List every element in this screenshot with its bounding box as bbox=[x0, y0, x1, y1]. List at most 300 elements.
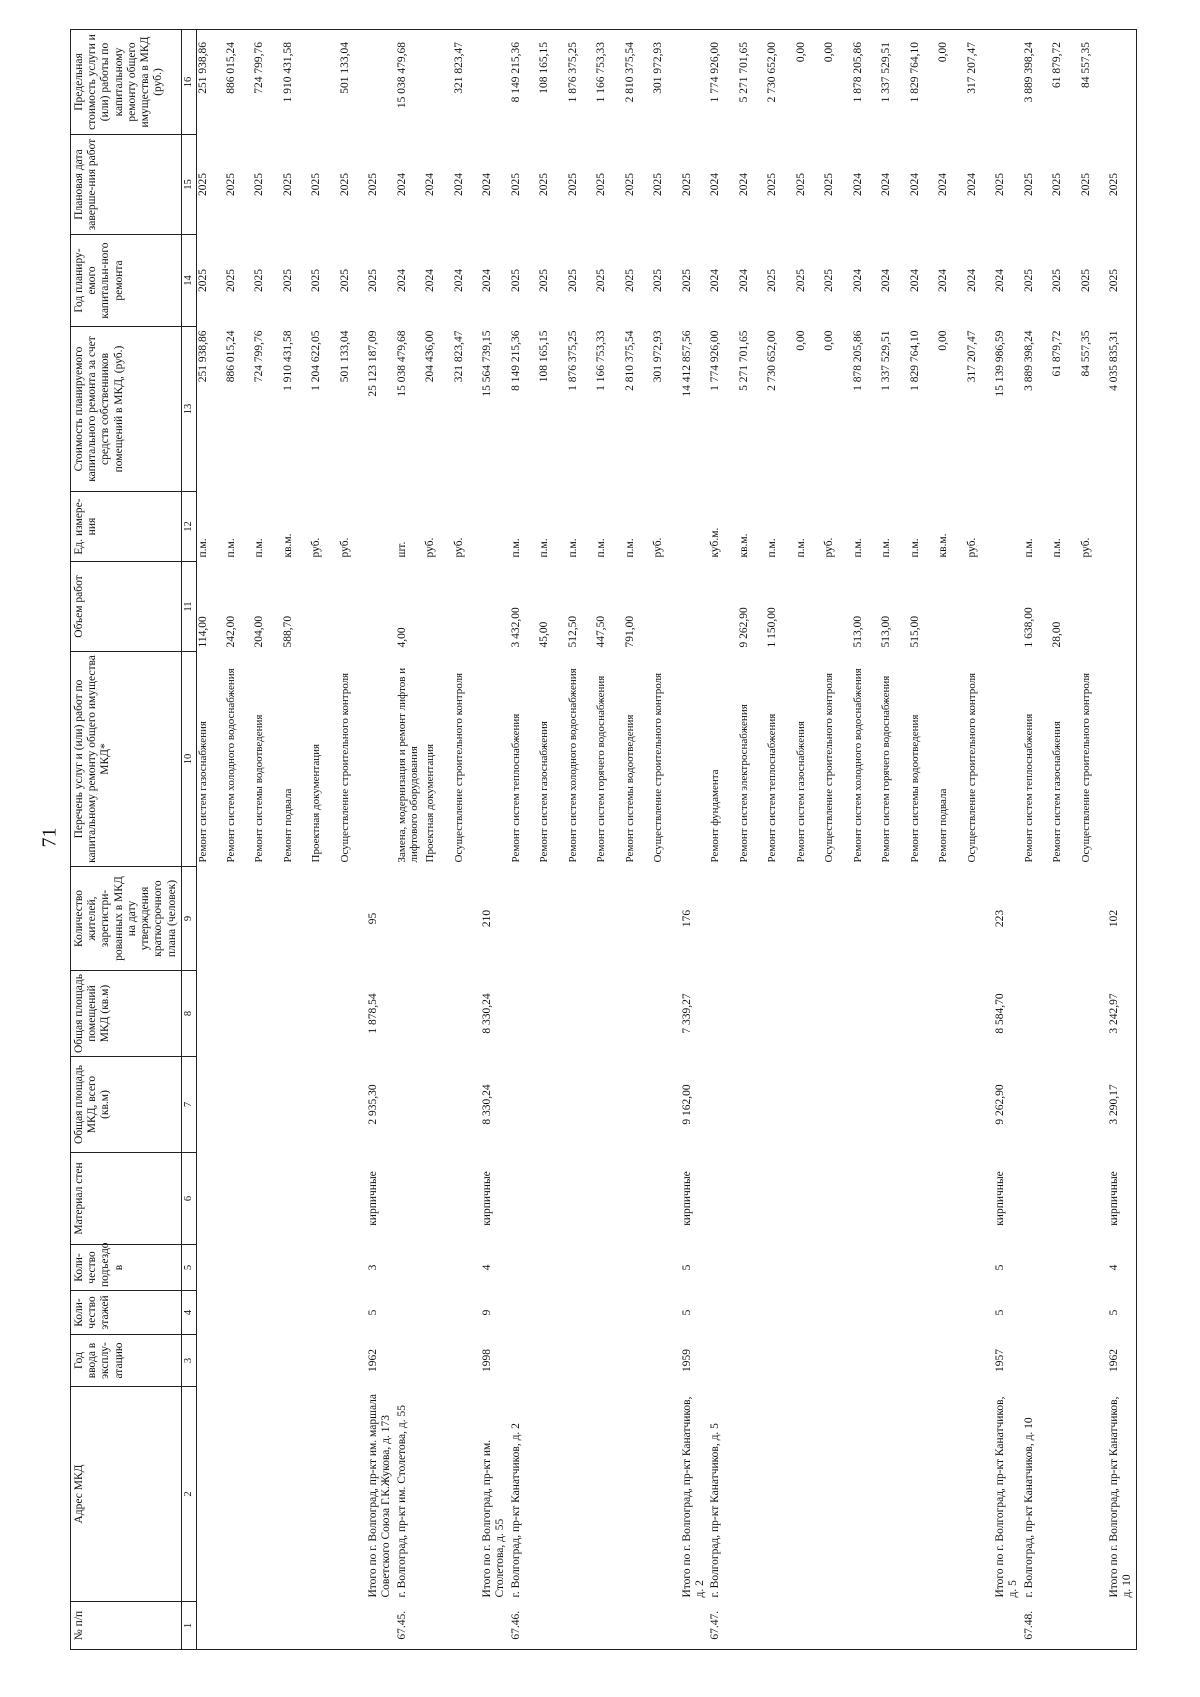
work-type-cell: Ремонт подвала bbox=[281, 788, 294, 863]
address-cell bbox=[937, 1387, 966, 1602]
row-number bbox=[624, 1602, 653, 1650]
repair-year-cell: 2024 bbox=[937, 269, 950, 292]
work-type-cell: Проектная документация bbox=[310, 743, 323, 863]
completion-date-cell: 2024 bbox=[452, 173, 465, 196]
address-cell bbox=[453, 1387, 482, 1602]
residents-cell bbox=[225, 867, 254, 971]
completion-date-cell: 2025 bbox=[367, 173, 380, 196]
limit-cost-cell bbox=[310, 30, 339, 135]
limit-cost-cell: 1 910 431,58 bbox=[282, 30, 311, 135]
volume-cell bbox=[795, 562, 824, 652]
total-area-cell bbox=[709, 1057, 738, 1153]
wall-material-cell bbox=[510, 1153, 539, 1245]
column-header: Объем работ bbox=[71, 562, 182, 652]
residents-cell bbox=[1023, 867, 1052, 971]
year-cell bbox=[738, 1335, 767, 1387]
row-number bbox=[595, 1602, 624, 1650]
address-cell bbox=[795, 1387, 824, 1602]
wall-material-cell bbox=[1051, 1153, 1080, 1245]
volume-cell: 1 150,00 bbox=[766, 607, 779, 648]
total-area-cell bbox=[225, 1057, 254, 1153]
row-number: 67.46. bbox=[510, 1602, 539, 1650]
repair-year-cell: 2024 bbox=[880, 269, 893, 292]
address-cell bbox=[1051, 1387, 1080, 1602]
floors-cell bbox=[424, 1291, 453, 1335]
cost-cell: 1 337 529,51 bbox=[880, 330, 893, 391]
total-area-cell bbox=[1080, 1057, 1109, 1153]
limit-cost-cell: 1 878 205,86 bbox=[852, 30, 881, 135]
year-cell bbox=[880, 1335, 909, 1387]
year-cell bbox=[339, 1335, 368, 1387]
volume-cell bbox=[652, 562, 681, 652]
cost-cell: 0,00 bbox=[937, 330, 950, 351]
cost-cell: 84 557,35 bbox=[1079, 330, 1092, 377]
floors-cell bbox=[966, 1291, 995, 1335]
table-row bbox=[652, 30, 681, 1650]
entrances-cell bbox=[852, 1245, 881, 1291]
unit-cell: п.м. bbox=[595, 538, 608, 558]
limit-cost-cell: 301 972,93 bbox=[652, 30, 681, 135]
wall-material-cell bbox=[339, 1153, 368, 1245]
row-number bbox=[367, 1602, 396, 1650]
premises-area-cell: 1 878,54 bbox=[367, 993, 380, 1034]
wall-material-cell bbox=[823, 1153, 852, 1245]
table-row bbox=[396, 30, 425, 1650]
column-number-row bbox=[181, 30, 196, 1650]
page-number: 71 bbox=[38, 827, 61, 848]
completion-date-cell: 2024 bbox=[937, 173, 950, 196]
unit-cell bbox=[1108, 492, 1137, 562]
cost-cell: 1 878 205,86 bbox=[851, 330, 864, 391]
work-type-cell: Проектная документация bbox=[424, 743, 437, 863]
cost-cell: 321 823,47 bbox=[452, 330, 465, 383]
table-body bbox=[196, 30, 1137, 1650]
floors-cell bbox=[738, 1291, 767, 1335]
unit-cell: куб.м. bbox=[709, 527, 722, 558]
floors-cell bbox=[339, 1291, 368, 1335]
year-cell bbox=[453, 1335, 482, 1387]
cost-cell: 1 876 375,25 bbox=[566, 330, 579, 391]
work-type-cell: Ремонт систем теплоснабжения bbox=[1022, 713, 1035, 863]
work-type-cell: Ремонт систем электроснабжения bbox=[737, 704, 750, 863]
address-cell bbox=[1080, 1387, 1109, 1602]
floors-cell bbox=[1080, 1291, 1109, 1335]
completion-date-cell: 2024 bbox=[880, 173, 893, 196]
volume-cell: 515,00 bbox=[908, 615, 921, 648]
year-cell bbox=[424, 1335, 453, 1387]
table-row bbox=[567, 30, 596, 1650]
limit-cost-cell: 1 337 529,51 bbox=[880, 30, 909, 135]
repair-year-cell: 2024 bbox=[452, 269, 465, 292]
total-area-cell bbox=[966, 1057, 995, 1153]
work-type-cell: Ремонт систем холодного водоснабжения bbox=[851, 668, 864, 863]
limit-cost-cell: 2 730 652,00 bbox=[766, 30, 795, 135]
floors-cell bbox=[595, 1291, 624, 1335]
work-type-cell: Ремонт систем теплоснабжения bbox=[509, 713, 522, 863]
cost-cell: 14 412 857,56 bbox=[680, 330, 693, 397]
address-cell bbox=[196, 1387, 225, 1602]
year-cell bbox=[567, 1335, 596, 1387]
repair-year-cell: 2025 bbox=[538, 269, 551, 292]
table-row bbox=[994, 30, 1023, 1650]
work-type-cell: Ремонт систем горячего водоснабжения bbox=[880, 675, 893, 863]
premises-area-cell bbox=[310, 971, 339, 1057]
completion-date-cell: 2024 bbox=[395, 173, 408, 196]
premises-area-cell bbox=[1023, 971, 1052, 1057]
row-number bbox=[481, 1602, 510, 1650]
residents-cell: 210 bbox=[481, 909, 494, 928]
limit-cost-cell: 1 829 764,10 bbox=[909, 30, 938, 135]
year-cell bbox=[1023, 1335, 1052, 1387]
entrances-cell bbox=[538, 1245, 567, 1291]
year-cell bbox=[282, 1335, 311, 1387]
row-number bbox=[1051, 1602, 1080, 1650]
table-row bbox=[880, 30, 909, 1650]
floors-cell bbox=[766, 1291, 795, 1335]
work-type-cell: Ремонт системы водоотведения bbox=[253, 714, 266, 863]
column-header: Перечень услуг и (или) работ по капитальному ремонту общего имущества МКД* bbox=[71, 652, 182, 867]
address-cell: Итого по г. Волгоград, пр-кт им. маршала Советского Союза Г.К.Жукова, д. 173 bbox=[367, 1393, 393, 1598]
total-area-cell bbox=[339, 1057, 368, 1153]
floors-cell bbox=[1051, 1291, 1080, 1335]
limit-cost-cell: 3 889 398,24 bbox=[1023, 30, 1052, 135]
table-row bbox=[709, 30, 738, 1650]
work-type-cell: Осуществление строительного контроля bbox=[823, 672, 836, 863]
residents-cell bbox=[1080, 867, 1109, 971]
premises-area-cell: 8 584,70 bbox=[994, 993, 1007, 1034]
unit-cell: руб. bbox=[965, 537, 978, 558]
column-number: 12 bbox=[181, 492, 196, 562]
limit-cost-cell bbox=[1108, 30, 1137, 135]
table-row bbox=[624, 30, 653, 1650]
cost-cell: 0,00 bbox=[794, 330, 807, 351]
volume-cell: 1 638,00 bbox=[1022, 607, 1035, 648]
limit-cost-cell: 1 774 926,00 bbox=[709, 30, 738, 135]
premises-area-cell bbox=[595, 971, 624, 1057]
completion-date-cell: 2025 bbox=[1108, 135, 1137, 235]
floors-cell bbox=[1023, 1291, 1052, 1335]
limit-cost-cell: 1 876 375,25 bbox=[567, 30, 596, 135]
wall-material-cell: кирпичные bbox=[367, 1171, 380, 1226]
row-number: 67.45. bbox=[396, 1602, 425, 1650]
volume-cell bbox=[994, 562, 1023, 652]
volume-cell: 4,00 bbox=[395, 627, 408, 648]
volume-cell: 447,50 bbox=[595, 615, 608, 648]
floors-cell bbox=[624, 1291, 653, 1335]
volume-cell: 242,00 bbox=[224, 615, 237, 648]
wall-material-cell bbox=[624, 1153, 653, 1245]
header-row bbox=[71, 30, 182, 1650]
limit-cost-cell: 0,00 bbox=[795, 30, 824, 135]
work-type-cell bbox=[994, 652, 1023, 867]
volume-cell bbox=[966, 562, 995, 652]
entrances-cell bbox=[253, 1245, 282, 1291]
volume-cell bbox=[709, 562, 738, 652]
work-type-cell: Ремонт систем холодного водоснабжения bbox=[224, 668, 237, 863]
completion-date-cell: 2025 bbox=[680, 173, 693, 196]
row-number bbox=[795, 1602, 824, 1650]
repair-year-cell: 2025 bbox=[823, 269, 836, 292]
row-number bbox=[937, 1602, 966, 1650]
residents-cell bbox=[396, 867, 425, 971]
completion-date-cell: 2025 bbox=[1022, 173, 1035, 196]
volume-cell bbox=[681, 562, 710, 652]
entrances-cell bbox=[282, 1245, 311, 1291]
address-cell bbox=[966, 1387, 995, 1602]
repair-year-cell: 2025 bbox=[566, 269, 579, 292]
total-area-cell bbox=[567, 1057, 596, 1153]
residents-cell: 95 bbox=[367, 912, 380, 925]
premises-area-cell bbox=[225, 971, 254, 1057]
completion-date-cell: 2025 bbox=[509, 173, 522, 196]
residents-cell bbox=[823, 867, 852, 971]
repair-year-cell: 2025 bbox=[367, 269, 380, 292]
wall-material-cell bbox=[424, 1153, 453, 1245]
total-area-cell bbox=[652, 1057, 681, 1153]
unit-cell: руб. bbox=[1079, 537, 1092, 558]
repair-year-cell: 2024 bbox=[965, 269, 978, 292]
work-type-cell: Ремонт подвала bbox=[937, 788, 950, 863]
year-cell bbox=[510, 1335, 539, 1387]
total-area-cell bbox=[196, 1057, 225, 1153]
unit-cell: руб. bbox=[452, 537, 465, 558]
repair-year-cell: 2025 bbox=[196, 269, 209, 292]
entrances-cell bbox=[1051, 1245, 1080, 1291]
repair-year-cell: 2024 bbox=[481, 269, 494, 292]
unit-cell bbox=[681, 492, 710, 562]
table-row bbox=[738, 30, 767, 1650]
repair-year-cell: 2025 bbox=[1051, 269, 1064, 292]
residents-cell bbox=[510, 867, 539, 971]
year-cell bbox=[652, 1335, 681, 1387]
volume-cell bbox=[339, 562, 368, 652]
column-header: № п/п bbox=[71, 1602, 182, 1650]
row-number bbox=[766, 1602, 795, 1650]
cost-cell: 5 271 701,65 bbox=[737, 330, 750, 391]
wall-material-cell bbox=[937, 1153, 966, 1245]
floors-cell bbox=[709, 1291, 738, 1335]
total-area-cell: 9 262,90 bbox=[994, 1084, 1007, 1125]
premises-area-cell bbox=[823, 971, 852, 1057]
table-row bbox=[909, 30, 938, 1650]
table-row bbox=[225, 30, 254, 1650]
floors-cell bbox=[196, 1291, 225, 1335]
wall-material-cell bbox=[282, 1153, 311, 1245]
address-cell bbox=[624, 1387, 653, 1602]
entrances-cell bbox=[624, 1245, 653, 1291]
premises-area-cell bbox=[709, 971, 738, 1057]
year-cell bbox=[1051, 1335, 1080, 1387]
work-type-cell: Осуществление строительного контроля bbox=[338, 672, 351, 863]
work-type-cell: Ремонт системы водоотведения bbox=[623, 714, 636, 863]
work-type-cell: Ремонт систем холодного водоснабжения bbox=[566, 668, 579, 863]
unit-cell: п.м. bbox=[566, 538, 579, 558]
table-row bbox=[538, 30, 567, 1650]
column-header: Ед. измере-ния bbox=[71, 492, 182, 562]
total-area-cell bbox=[1051, 1057, 1080, 1153]
volume-cell: 512,50 bbox=[566, 615, 579, 648]
cost-cell: 8 149 215,36 bbox=[509, 330, 522, 391]
total-area-cell bbox=[852, 1057, 881, 1153]
residents-cell bbox=[795, 867, 824, 971]
cost-cell: 4 035 835,31 bbox=[1108, 327, 1137, 492]
work-type-cell: Ремонт системы водоотведения bbox=[908, 714, 921, 863]
premises-area-cell: 3 242,97 bbox=[1108, 971, 1137, 1057]
repair-year-cell: 2025 bbox=[794, 269, 807, 292]
residents-cell bbox=[1051, 867, 1080, 971]
entrances-cell: 5 bbox=[680, 1264, 693, 1271]
row-number bbox=[966, 1602, 995, 1650]
entrances-cell bbox=[339, 1245, 368, 1291]
volume-cell: 3 432,00 bbox=[509, 607, 522, 648]
volume-cell: 513,00 bbox=[851, 615, 864, 648]
repair-year-cell: 2025 bbox=[1108, 235, 1137, 327]
year-cell bbox=[624, 1335, 653, 1387]
unit-cell: п.м. bbox=[253, 538, 266, 558]
work-type-cell: Замена, модернизация и ремонт лифтов и лифтового оборудования bbox=[395, 667, 421, 863]
address-cell bbox=[282, 1387, 311, 1602]
limit-cost-cell: 317 207,47 bbox=[966, 30, 995, 135]
completion-date-cell: 2024 bbox=[737, 173, 750, 196]
address-cell: Итого по г. Волгоград, пр-кт им. Столетова, д. 55 bbox=[481, 1439, 507, 1598]
wall-material-cell bbox=[966, 1153, 995, 1245]
work-type-cell: Ремонт систем газоснабжения bbox=[1051, 721, 1064, 863]
completion-date-cell: 2025 bbox=[623, 173, 636, 196]
repair-year-cell: 2025 bbox=[509, 269, 522, 292]
floors-cell bbox=[795, 1291, 824, 1335]
entrances-cell bbox=[1080, 1245, 1109, 1291]
repair-year-cell: 2024 bbox=[737, 269, 750, 292]
floors-cell bbox=[909, 1291, 938, 1335]
cost-cell: 886 015,24 bbox=[224, 330, 237, 383]
total-area-cell bbox=[253, 1057, 282, 1153]
limit-cost-cell: 61 879,72 bbox=[1051, 30, 1080, 135]
repair-year-cell: 2025 bbox=[623, 269, 636, 292]
limit-cost-cell: 0,00 bbox=[823, 30, 852, 135]
limit-cost-cell: 0,00 bbox=[937, 30, 966, 135]
premises-area-cell bbox=[852, 971, 881, 1057]
row-number bbox=[196, 1602, 225, 1650]
column-header: Год ввода в эксплу-атацию bbox=[71, 1335, 182, 1387]
volume-cell bbox=[453, 562, 482, 652]
total-area-cell bbox=[1023, 1057, 1052, 1153]
limit-cost-cell: 1 166 753,33 bbox=[595, 30, 624, 135]
repair-year-cell: 2025 bbox=[338, 269, 351, 292]
limit-cost-cell: 5 271 701,65 bbox=[738, 30, 767, 135]
entrances-cell bbox=[709, 1245, 738, 1291]
column-header: Общая площадь помещений МКД (кв.м) bbox=[71, 971, 182, 1057]
floors-cell bbox=[310, 1291, 339, 1335]
unit-cell: п.м. bbox=[224, 538, 237, 558]
row-number bbox=[538, 1602, 567, 1650]
year-cell bbox=[852, 1335, 881, 1387]
table-row bbox=[367, 30, 396, 1650]
wall-material-cell bbox=[1023, 1153, 1052, 1245]
repair-year-cell: 2025 bbox=[1022, 269, 1035, 292]
year-cell bbox=[396, 1335, 425, 1387]
volume-cell: 791,00 bbox=[623, 615, 636, 648]
work-type-cell bbox=[481, 652, 510, 867]
row-number bbox=[453, 1602, 482, 1650]
wall-material-cell bbox=[196, 1153, 225, 1245]
volume-cell bbox=[481, 562, 510, 652]
wall-material-cell bbox=[1080, 1153, 1109, 1245]
column-number: 11 bbox=[181, 562, 196, 652]
total-area-cell bbox=[624, 1057, 653, 1153]
entrances-cell: 3 bbox=[367, 1264, 380, 1271]
premises-area-cell bbox=[766, 971, 795, 1057]
address-cell: г. Волгоград, пр-кт Канатчиков, д. 2 bbox=[509, 1423, 522, 1598]
premises-area-cell bbox=[1080, 971, 1109, 1057]
unit-cell: кв.м. bbox=[737, 533, 750, 558]
table-row bbox=[1051, 30, 1080, 1650]
work-type-cell: Осуществление строительного контроля bbox=[652, 672, 665, 863]
floors-cell bbox=[225, 1291, 254, 1335]
column-header: Материал стен bbox=[71, 1153, 182, 1245]
unit-cell: п.м. bbox=[1022, 538, 1035, 558]
address-cell: г. Волгоград, пр-кт Канатчиков, д. 5 bbox=[709, 1423, 722, 1598]
cost-cell: 2 730 652,00 bbox=[766, 330, 779, 391]
address-cell bbox=[424, 1387, 453, 1602]
address-cell bbox=[253, 1387, 282, 1602]
table-row bbox=[595, 30, 624, 1650]
year-cell bbox=[909, 1335, 938, 1387]
table-row bbox=[282, 30, 311, 1650]
entrances-cell bbox=[766, 1245, 795, 1291]
limit-cost-cell bbox=[994, 30, 1023, 135]
volume-cell: 204,00 bbox=[253, 615, 266, 648]
premises-area-cell bbox=[937, 971, 966, 1057]
year-cell bbox=[823, 1335, 852, 1387]
limit-cost-cell: 84 557,35 bbox=[1080, 30, 1109, 135]
table-header bbox=[71, 30, 197, 1650]
year-cell bbox=[310, 1335, 339, 1387]
unit-cell: руб. bbox=[652, 537, 665, 558]
total-area-cell bbox=[424, 1057, 453, 1153]
volume-cell bbox=[424, 562, 453, 652]
table-row bbox=[1023, 30, 1052, 1650]
table-row bbox=[795, 30, 824, 1650]
row-number bbox=[909, 1602, 938, 1650]
cost-cell: 724 799,76 bbox=[253, 330, 266, 383]
limit-cost-cell: 15 038 479,68 bbox=[396, 30, 425, 135]
column-number: 16 bbox=[181, 30, 196, 135]
address-cell bbox=[909, 1387, 938, 1602]
column-header: Коли-чество этажей bbox=[71, 1291, 182, 1335]
floors-cell: 5 bbox=[367, 1309, 380, 1316]
limit-cost-cell: 8 149 215,36 bbox=[510, 30, 539, 135]
total-area-cell bbox=[538, 1057, 567, 1153]
floors-cell: 5 bbox=[1108, 1291, 1137, 1335]
premises-area-cell bbox=[196, 971, 225, 1057]
work-type-cell: Осуществление строительного контроля bbox=[1079, 672, 1092, 863]
row-number bbox=[994, 1602, 1023, 1650]
row-number bbox=[253, 1602, 282, 1650]
year-cell bbox=[225, 1335, 254, 1387]
table-row bbox=[852, 30, 881, 1650]
total-area-cell bbox=[396, 1057, 425, 1153]
wall-material-cell bbox=[852, 1153, 881, 1245]
table-row bbox=[823, 30, 852, 1650]
floors-cell bbox=[852, 1291, 881, 1335]
total-area-cell: 2 935,30 bbox=[367, 1084, 380, 1125]
completion-date-cell: 2025 bbox=[566, 173, 579, 196]
repair-year-cell: 2024 bbox=[851, 269, 864, 292]
limit-cost-cell bbox=[481, 30, 510, 135]
column-number: 5 bbox=[181, 1245, 196, 1291]
table-row bbox=[339, 30, 368, 1650]
wall-material-cell bbox=[909, 1153, 938, 1245]
